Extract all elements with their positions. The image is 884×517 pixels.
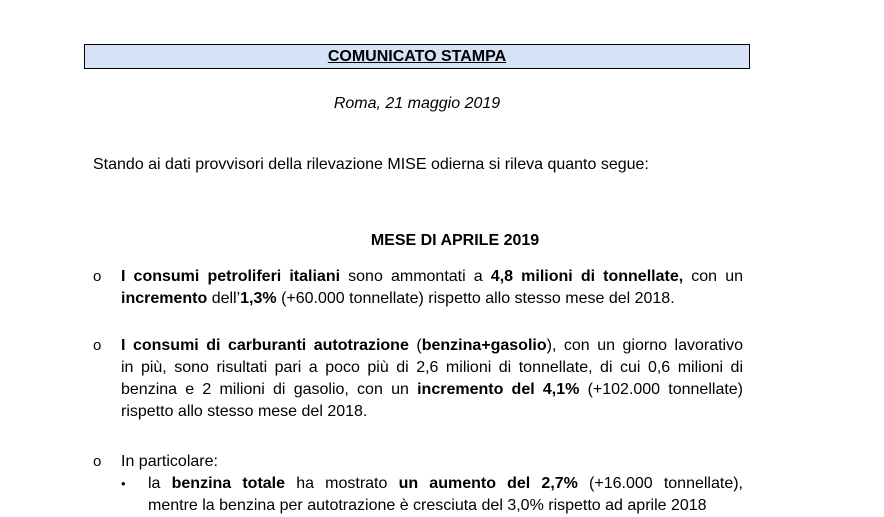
item2-text-3: benzina e 2 milioni di gasolio, con un [121,381,418,398]
item1-line1 [121,266,743,288]
sub1-bold-2: un aumento del 2,7% [398,475,578,492]
item1-bold-3: incremento [121,290,208,307]
item1-bold-2: 4,8 milioni di tonnellate, [490,268,684,285]
item2-bold-2: benzina+gasolio [421,337,547,354]
item3-label: In particolare: [121,453,218,470]
item1-bold-1: I consumi petroliferi italiani [121,268,341,285]
sub-item-benzina-totale [148,473,743,517]
item1-text-4: (+60.000 tonnellate) rispetto allo stesso mese del 2018. [276,290,675,307]
sub-bullet-marker-1: • [121,476,126,491]
item1-text-2: con un [683,268,743,285]
bullet-marker-2: o [93,337,102,354]
sub1-text-2: ha mostrato [285,475,399,492]
item2-bold-1: I consumi di carburanti autotrazione [121,337,409,354]
item2-text-4: (+102.000 tonnellate) [579,381,744,398]
press-release-header [84,44,750,69]
item1-text-3: dell’ [207,290,241,307]
item2-line2: in più, sono risultati pari a poco più di 2,6 milioni di tonnellate, di cui 0,6 milioni di [121,359,743,376]
item1-text-1: sono ammontati a [340,268,491,285]
list-item-consumi-petroliferi [121,266,743,310]
item2-bold-3: incremento del 4,1% [417,381,580,398]
dateline: Roma, 21 maggio 2019 [333,95,501,112]
bullet-marker-3: o [93,453,102,470]
intro-text: Stando ai dati provvisori della rilevazione MISE odierna si rileva quanto segue: [93,156,649,173]
sub1-bold-1: benzina totale [171,475,286,492]
header-title: COMUNICATO STAMPA [327,48,507,65]
bullet-marker-1: o [93,268,102,285]
list-item-carburanti-autotrazione [121,335,743,423]
sub1-text-3: (+16.000 tonnellate), [577,475,743,492]
sub1-line2: mentre la benzina per autotrazione è cresciuta del 3,0% rispetto ad aprile 2018 [148,497,707,514]
sub1-text-1: la [148,475,172,492]
section-title: MESE DI APRILE 2019 [370,232,540,249]
item1-line2 [121,288,743,310]
item2-line3 [121,379,743,401]
item2-line1 [121,335,743,357]
item2-text-1: ( [408,337,422,354]
item1-bold-4: 1,3% [240,290,277,307]
item2-line4: rispetto allo stesso mese del 2018. [121,403,368,420]
sub1-line1 [148,473,743,495]
item2-text-2: ), con un giorno lavorativo [546,337,743,354]
list-item-in-particolare [121,451,743,473]
